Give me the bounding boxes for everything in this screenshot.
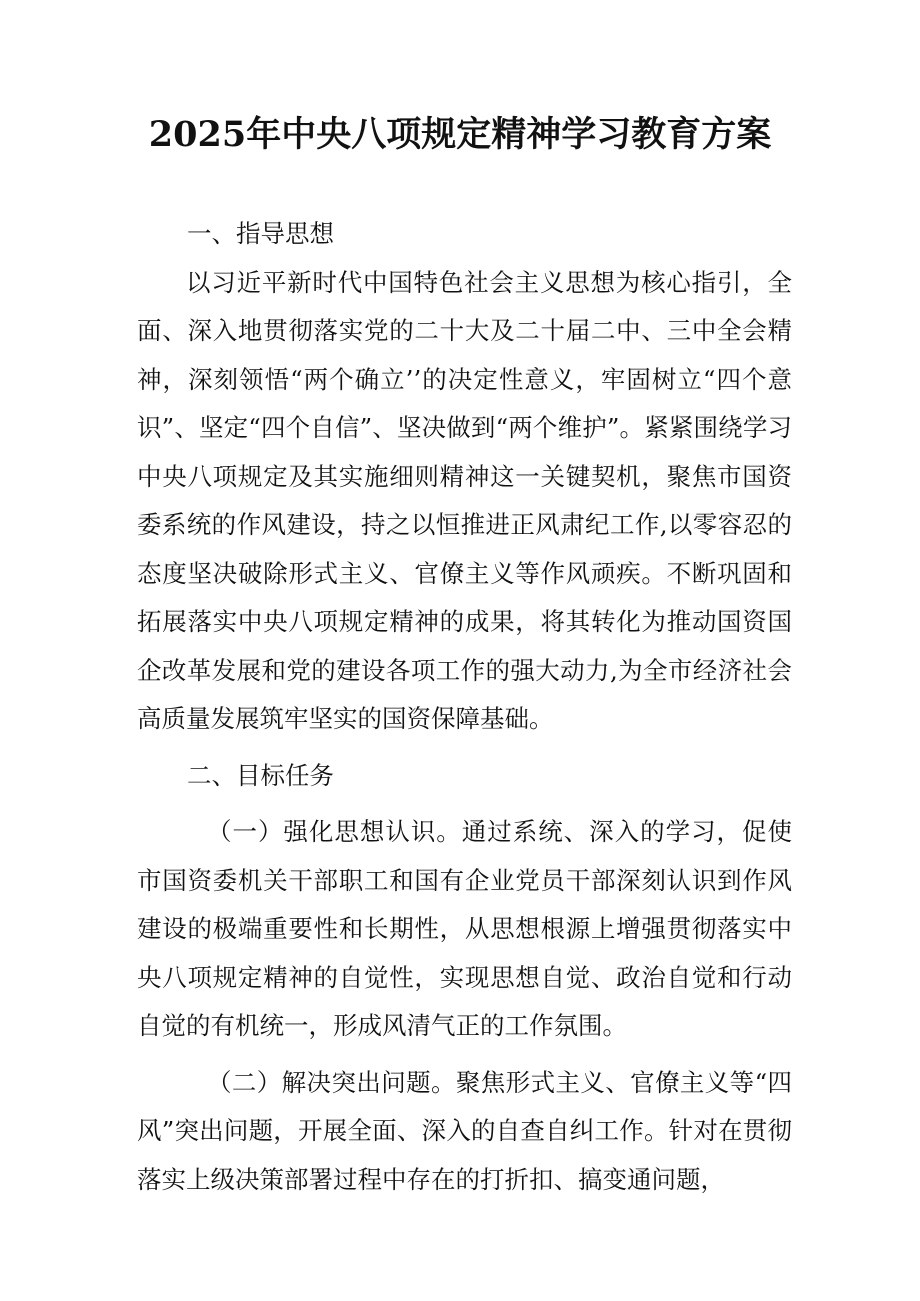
spacer — [137, 744, 792, 752]
paragraph-solve-problems: （二）解决突出问题。聚焦形式主义、官僚主义等“四风”突出问题，开展全面、深入的自查自纠工作。针对在贯彻落实上级决策部署过程中存在的打折扣、搞变通问题， — [137, 1067, 792, 1194]
document-body — [137, 210, 792, 1204]
paragraph-guiding-ideology: 以习近平新时代中国特色社会主义思想为核心指引，全面、深入地贯彻落实党的二十大及二十届二中、三中全会精神，深刻领悟“两个确立’’的决定性意义，牢固树立“四个意识”、坚定“四个自信”、坚决做到“两个维护”。紧紧围绕学习中央八项规定及其实施细则精神这一关键契机，聚焦市国资委系统的作风建设，持之以恒推进正风肃纪工作,以零容忍的态度坚决破除形式主义、官僚主义等作风顽疾。不断巩固和拓展落实中央八项规定精神的成果，将其转化为推动国资国企改革发展和党的建设各项工作的强大动力,为全市经济社会高质量发展筑牢坚实的国资保障基础。 — [137, 267, 792, 733]
section-heading-goals-tasks: 二、目标任务 — [187, 760, 334, 790]
paragraph-strengthen-awareness: （一）强化思想认识。通过系统、深入的学习，促使市国资委机关干部职工和国有企业党员干部深刻认识到作风建设的极端重要性和长期性，从思想根源上增强贯彻落实中央八项规定精神的自觉性，实现思想自觉、政治自觉和行动自觉的有机统一，形成风清气正的工作氛围。 — [137, 817, 792, 1040]
document-title: 2025年中央八项规定精神学习教育方案 — [148, 114, 772, 155]
section-heading-guiding-ideology: 一、指导思想 — [187, 219, 334, 248]
spacer — [137, 800, 792, 808]
spacer — [137, 1051, 792, 1059]
